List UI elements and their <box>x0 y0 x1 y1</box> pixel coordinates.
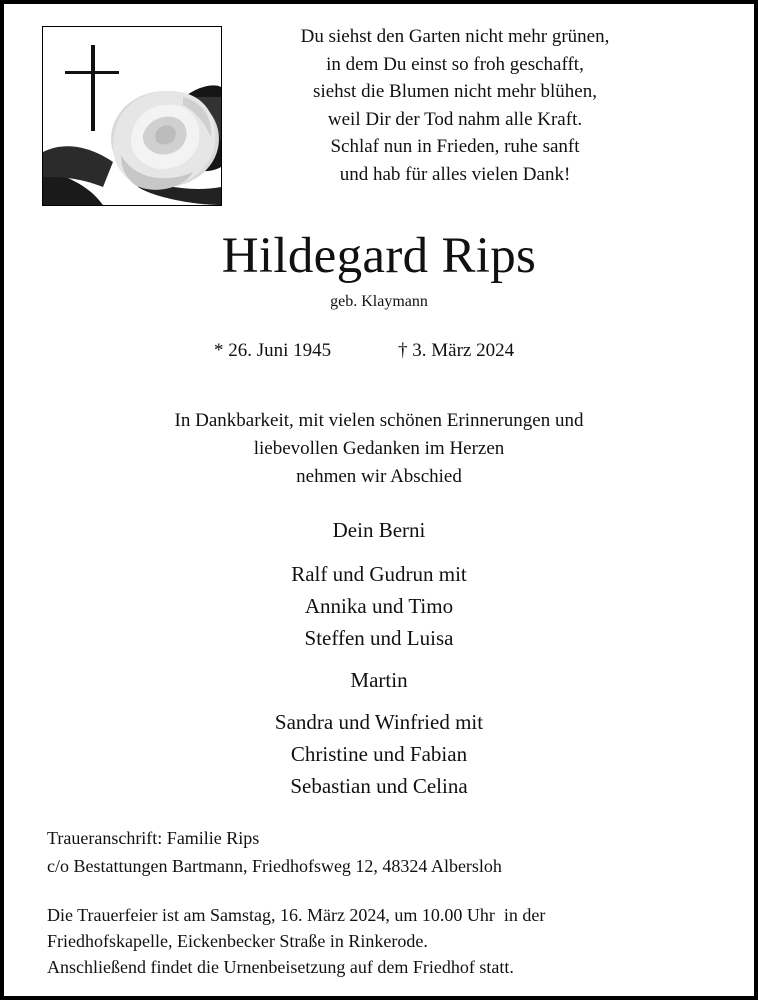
address-line: Traueranschrift: Familie Rips <box>47 828 260 848</box>
mourner-group <box>4 664 754 696</box>
mourner-name: Steffen und Luisa <box>304 626 454 650</box>
poem-line: und hab für alles vielen Dank! <box>339 163 571 185</box>
funeral-info-line: Friedhofskapelle, Eickenbecker Straße in Rinkerode. <box>47 931 428 951</box>
mourner-name: Ralf und Gudrun mit <box>291 562 467 586</box>
mourning-address <box>47 824 727 880</box>
cross-icon <box>65 45 119 131</box>
cross-and-rose-image <box>42 26 222 206</box>
mourner-name: Martin <box>350 668 408 692</box>
deceased-name: Hildegard Rips <box>221 228 537 284</box>
maiden-name: geb. Klaymann <box>330 293 428 310</box>
farewell-line: liebevollen Gedanken im Herzen <box>253 438 505 459</box>
death-date: † 3. März 2024 <box>398 340 515 361</box>
mourner-name: Annika und Timo <box>304 594 454 618</box>
funeral-info <box>47 902 737 980</box>
address-line: c/o Bestattungen Bartmann, Friedhofsweg 12, 48324 Albersloh <box>47 856 502 876</box>
poem-line: Du siehst den Garten nicht mehr grünen, <box>300 26 610 47</box>
mourner-name: Sandra und Winfried mit <box>274 710 484 734</box>
mourner-name: Dein Berni <box>332 518 426 542</box>
farewell-line: In Dankbarkeit, mit vielen schönen Erinnerungen und <box>174 410 584 431</box>
rose-image <box>43 27 221 205</box>
funeral-info-line: Anschließend findet die Urnenbeisetzung auf dem Friedhof statt. <box>47 957 514 977</box>
life-dates <box>4 338 754 364</box>
poem-line: Schlaf nun in Frieden, ruhe sanft <box>330 136 580 157</box>
poem-line: in dem Du einst so froh geschafft, <box>326 53 584 75</box>
poem <box>240 23 670 188</box>
mourner-name: Christine und Fabian <box>290 742 468 766</box>
mourner-group <box>4 514 754 546</box>
birth-date: * 26. Juni 1945 <box>214 340 332 361</box>
farewell-line: nehmen wir Abschied <box>296 466 462 487</box>
poem-line: siehst die Blumen nicht mehr blühen, <box>313 81 597 102</box>
mourner-group <box>4 706 754 802</box>
mourner-group <box>4 558 754 654</box>
mourner-name: Sebastian und Celina <box>290 774 468 798</box>
farewell-text <box>4 407 754 491</box>
poem-line: weil Dir der Tod nahm alle Kraft. <box>327 108 583 130</box>
funeral-info-line: Die Trauerfeier ist am Samstag, 16. März 2024, um 10.00 Uhr in der <box>47 905 546 925</box>
